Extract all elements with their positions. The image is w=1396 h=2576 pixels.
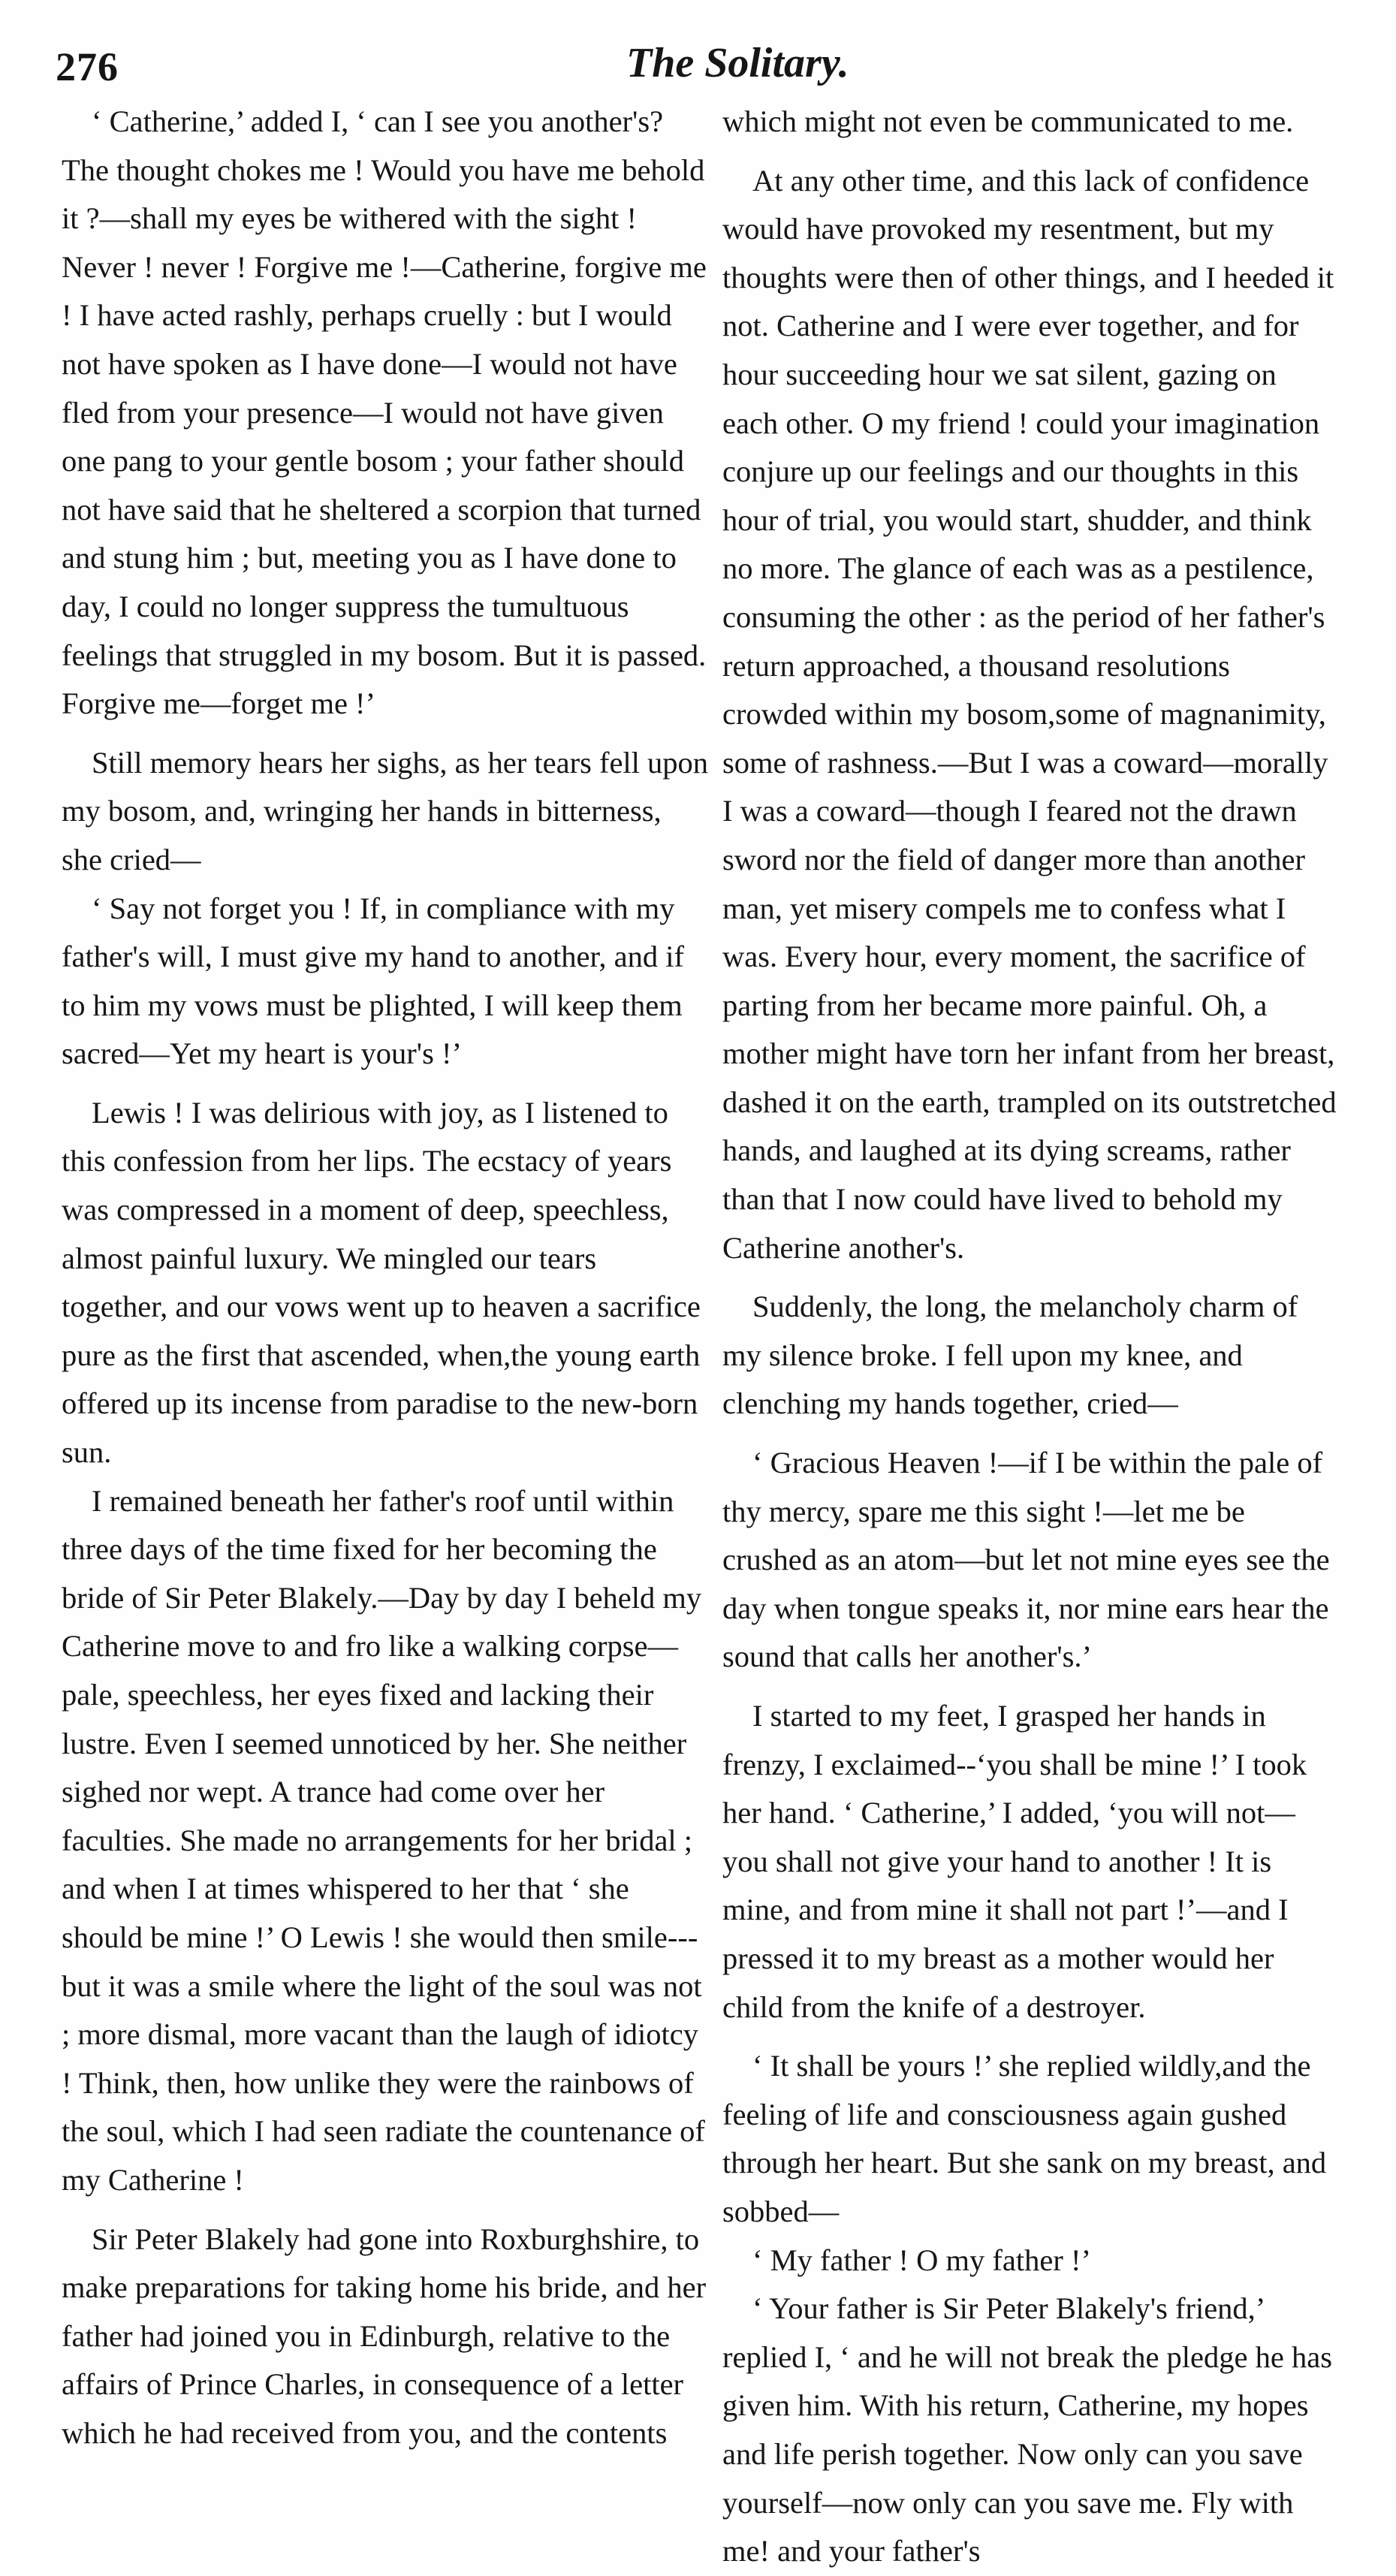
paragraph: At any other time, and this lack of confidence would have provoked my resentment, but my thoughts were then of other things, and I heeded it not. Catherine and I were ever together, and for hour succeeding hour we sat silent, gazing on each other. O my friend ! could your imagination conjure up our feelings and our thoughts in this hour of trial, you would start, shudder, and think no more. The glance of each was as a pestilence, consuming the other : as the period of her father's return approached, a thousand resolutions crowded within my bosom,some of magnanimity, some of rashness.—But I was a coward—morally I was a coward—though I feared not the drawn sword nor the field of danger more than another man, yet misery compels me to confess what I was. Every hour, every moment, the sacrifice of parting from her became more painful. Oh, a mother might have torn her infant from her breast, dashed it on the earth, trampled on its outstretched hands, and laughed at its dying screams, rather than that I now could have lived to behold my Catherine another's. — [722, 163, 1337, 1265]
paragraph: Sir Peter Blakely had gone into Roxburghshire, to make preparations for taking home his bride, and her father had joined you in Edinburgh, relative to the affairs of Prince Charles, in consequence of a letter which he had received from you, and the contents — [62, 2222, 707, 2450]
paragraph: ‘ Your father is Sir Peter Blakely's friend,’ replied I, ‘ and he will not break the pledge he has given him. With his return, Catherine, my hopes and life perish together. Now only can you save yourself—now only can you save me. Fly with me! and your father's — [722, 2291, 1332, 2568]
paragraph: I started to my feet, I grasped her hands in frenzy, I exclaimed--‘you shall be mine !’ I took her hand. ‘ Catherine,’ I added, ‘you will not—you shall not give your hand to another ! It is mine, and from mine it shall not part !’—and I pressed it to my breast as a mother would her child from the knife of a destroyer. — [722, 1699, 1307, 2024]
paragraph: which might not even be communicated to me. — [722, 104, 1294, 138]
page-number: 276 — [56, 44, 119, 89]
right-column — [722, 98, 1338, 2576]
paragraph: ‘ It shall be yours !’ she replied wildly,and the feeling of life and consciousness again gushed through her heart. But she sank on my breast, and sobbed— — [722, 2049, 1327, 2228]
paragraph: ‘ My father ! O my father !’ — [752, 2243, 1091, 2277]
paragraph: Still memory hears her sighs, as her tears fell upon my bosom, and, wringing her hands in bitterness, she cried— — [62, 745, 709, 876]
paragraph: ‘ Gracious Heaven !—if I be within the pale of thy mercy, spare me this sight !—let me be crushed as an atom—but let not mine eyes see the day when tongue speaks it, nor mine ears hear the sound that calls her another's.’ — [722, 1446, 1330, 1674]
left-column — [62, 98, 709, 2458]
paragraph: ‘ Say not forget you ! If, in compliance with my father's will, I must give my hand to another, and if to him my vows must be plighted, I will keep them sacred—Yet my heart is your's !’ — [62, 891, 684, 1071]
paragraph: Suddenly, the long, the melancholy charm of my silence broke. I fell upon my knee, and clenching my hands together, cried— — [722, 1290, 1298, 1421]
running-title: The Solitary. — [626, 40, 849, 86]
paragraph: ‘ Catherine,’ added I, ‘ can I see you another's? The thought chokes me ! Would you have me behold it ?—shall my eyes be withered with the sight ! Never ! never ! Forgive me !—Catherine, forgive me ! I have acted rashly, perhaps cruelly : but I would not have spoken as I have done—I would not have fled from your presence—I would not have given one pang to your gentle bosom ; your father should not have said that he sheltered a scorpion that turned and stung him ; but, meeting you as I have done to day, I could no longer suppress the tumultuous feelings that struggled in my bosom. But it is passed. Forgive me—forget me !’ — [62, 104, 707, 721]
paragraph: I remained beneath her father's roof until within three days of the time fixed for her becoming the bride of Sir Peter Blakely.—Day by day I beheld my Catherine move to and fro like a walking corpse—pale, speechless, her eyes fixed and lacking their lustre. Even I seemed unnoticed by her. She neither sighed nor wept. A trance had come over her faculties. She made no arrangements for her bridal ; and when I at times whispered to her that ‘ she should be mine !’ O Lewis ! she would then smile---but it was a smile where the light of the soul was not ; more dismal, more vacant than the laugh of idiotcy ! Think, then, how unlike they were the rainbows of the soul, which I had seen radiate the countenance of my Catherine ! — [62, 1483, 705, 2197]
paragraph: Lewis ! I was delirious with joy, as I listened to this confession from her lips. The ecstacy of years was compressed in a moment of deep, speechless, almost painful luxury. We mingled our tears together, and our vows went up to heaven a sacrifice pure as the first that ascended, when,the young earth offered up its incense from paradise to the new-born sun. — [62, 1095, 701, 1470]
page-header — [56, 36, 1332, 96]
